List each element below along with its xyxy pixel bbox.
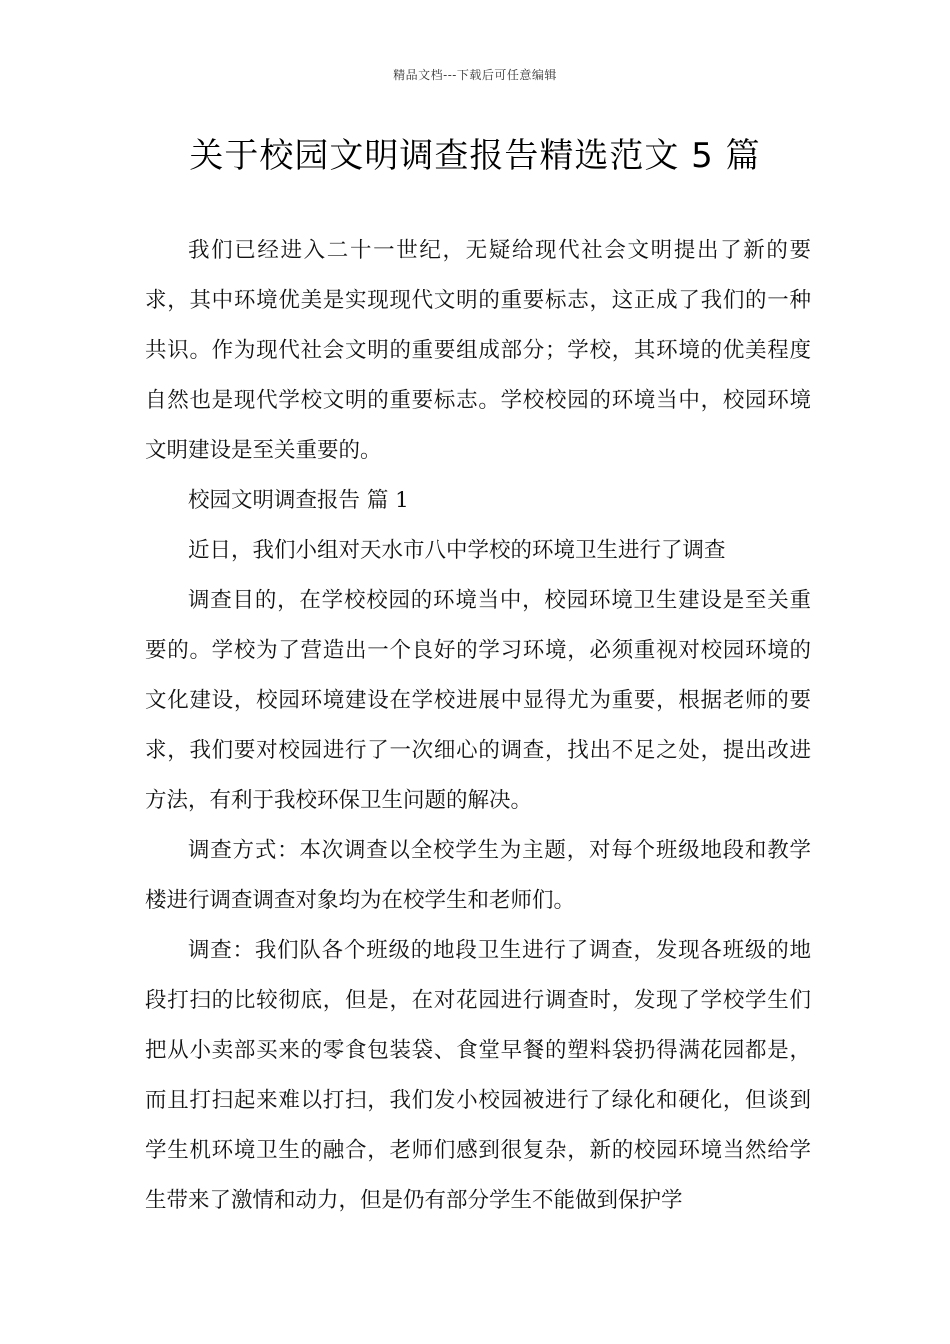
- paragraph: 调查方式：本次调查以全校学生为主题，对每个班级地段和教学楼进行调查调查对象均为在校学生和老师们。: [145, 838, 811, 913]
- paragraph: 调查目的，在学校校园的环境当中，校园环境卫生建设是至关重要的。学校为了营造出一个良好的学习环境，必须重视对校园环境的文化建设，校园环境建设在学校进展中显得尤为重要，根据老师的要求，我们要对校园进行了一次细心的调查，找出不足之处，提出改进方法，有利于我校环保卫生问题的解决。: [145, 588, 811, 813]
- section-heading: 校园文明调查报告 篇 1: [188, 488, 409, 513]
- header-note: 精品文档---下载后可任意编辑: [393, 68, 557, 82]
- document-body: [145, 226, 811, 1226]
- paragraph: 调查：我们队各个班级的地段卫生进行了调查，发现各班级的地段打扫的比较彻底，但是，在对花园进行调查时，发现了学校学生们把从小卖部买来的零食包装袋、食堂早餐的塑料袋扔得满花园都是，而且打扫起来难以打扫，我们发小校园被进行了绿化和硬化，但谈到学生机环境卫生的融合，老师们感到很复杂，新的校园环境当然给学生带来了激情和动力，但是仍有部分学生不能做到保护学: [145, 938, 811, 1213]
- paragraph: 近日，我们小组对天水市八中学校的环境卫生进行了调查: [188, 538, 726, 563]
- paragraph-intro: 我们已经进入二十一世纪，无疑给现代社会文明提出了新的要求，其中环境优美是实现现代文明的重要标志，这正成了我们的一种共识。作为现代社会文明的重要组成部分；学校，其环境的优美程度自然也是现代学校文明的重要标志。学校校园的环境当中，校园环境文明建设是至关重要的。: [145, 238, 811, 463]
- page-title: 关于校园文明调查报告精选范文 5 篇: [189, 136, 761, 176]
